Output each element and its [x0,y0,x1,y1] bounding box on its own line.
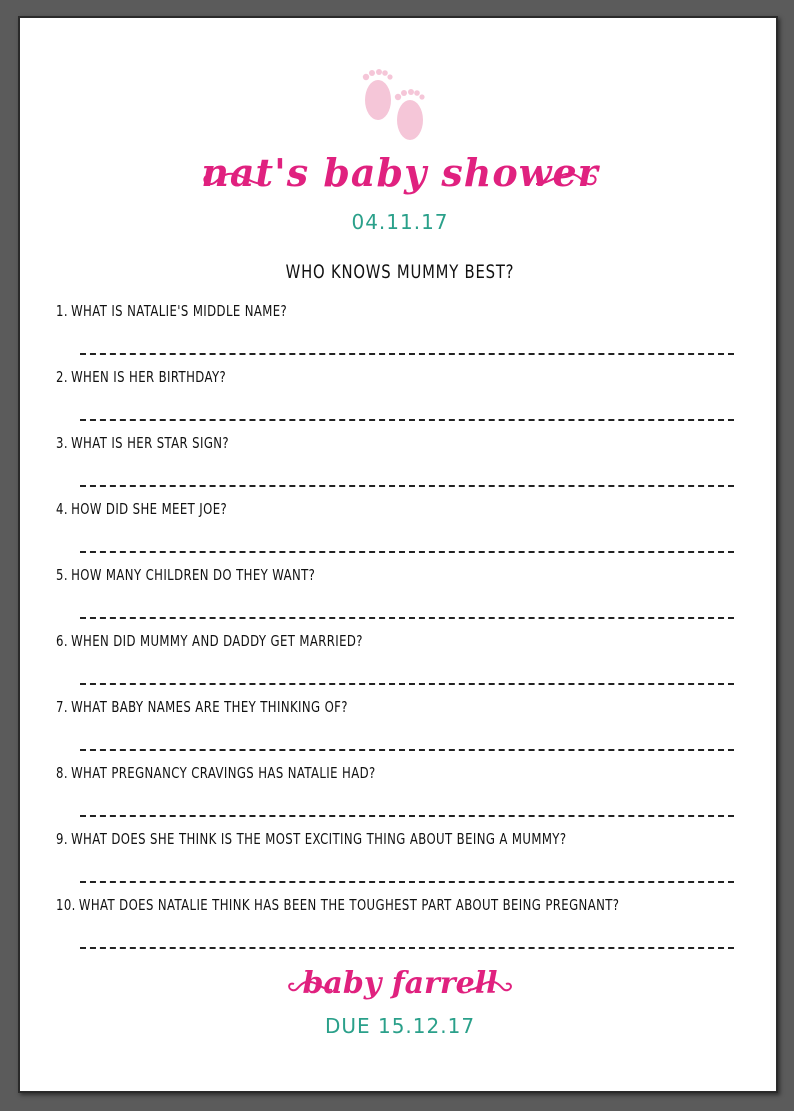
question-number: 5. [56,566,68,584]
question-text: WHAT PREGNANCY CRAVINGS HAS NATALIE HAD? [71,764,376,782]
answer-line[interactable] [80,749,734,751]
flourish-right-icon [534,162,600,192]
question-item [56,698,756,764]
answer-line[interactable] [80,815,734,817]
question-text: HOW DID SHE MEET JOE? [71,500,228,518]
page-title: nat's baby shower [201,150,599,195]
baby-feet-icon [354,60,434,142]
question-item [56,302,756,368]
question-number: 6. [56,632,68,650]
question-number: 8. [56,764,68,782]
answer-line[interactable] [80,551,734,553]
worksheet-page [18,16,778,1093]
answer-line[interactable] [80,419,734,421]
answer-line[interactable] [80,485,734,487]
question-item [56,896,756,962]
question-text: WHAT BABY NAMES ARE THEY THINKING OF? [71,698,348,716]
question-number: 4. [56,500,68,518]
question-item [56,764,756,830]
question-list [56,302,756,962]
question-item [56,500,756,566]
question-text: WHAT IS HER STAR SIGN? [71,434,230,452]
answer-line[interactable] [80,617,734,619]
question-item [56,434,756,500]
flourish-right-icon [466,972,514,998]
answer-line[interactable] [80,881,734,883]
question-text: WHAT DOES NATALIE THINK HAS BEEN THE TOUGHEST PART ABOUT BEING PREGNANT? [78,896,620,914]
event-date: 04.11.17 [351,210,449,234]
answer-line[interactable] [80,947,734,949]
question-number: 1. [56,302,68,320]
question-text: WHEN IS HER BIRTHDAY? [71,368,227,386]
footer-block [20,966,780,1012]
question-text: WHAT IS NATALIE'S MIDDLE NAME? [71,302,288,320]
question-number: 9. [56,830,68,848]
question-number: 3. [56,434,68,452]
answer-line[interactable] [80,683,734,685]
question-item [56,830,756,896]
answer-line[interactable] [80,353,734,355]
question-number: 7. [56,698,68,716]
due-label: DUE [324,1014,371,1038]
quiz-heading: WHO KNOWS MUMMY BEST? [285,261,515,283]
question-text: WHAT DOES SHE THINK IS THE MOST EXCITING THING ABOUT BEING A MUMMY? [71,830,567,848]
due-date-line [20,1014,780,1038]
baby-name: baby farrell [302,966,498,1001]
question-number: 10. [56,896,76,914]
question-item [56,632,756,698]
question-item [56,368,756,434]
question-text: WHEN DID MUMMY AND DADDY GET MARRIED? [71,632,363,650]
question-number: 2. [56,368,68,386]
question-item [56,566,756,632]
due-date: 15.12.17 [377,1014,476,1038]
title-block [20,148,780,218]
question-text: HOW MANY CHILDREN DO THEY WANT? [71,566,316,584]
